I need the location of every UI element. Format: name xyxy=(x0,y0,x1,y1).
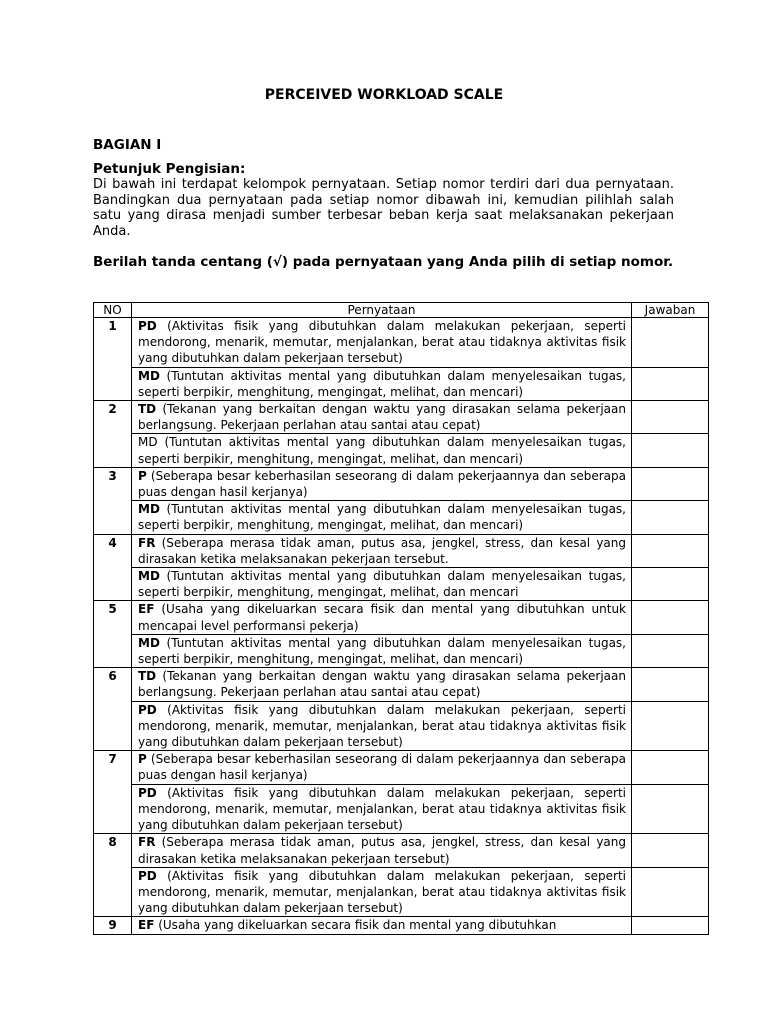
table-row xyxy=(94,401,709,434)
table-row xyxy=(94,568,709,601)
document-title: PERCEIVED WORKLOAD SCALE xyxy=(264,87,504,103)
statement-code: TD xyxy=(138,669,157,684)
row-number: 1 xyxy=(94,318,132,401)
statement-code: FR xyxy=(138,535,156,550)
statement-code: EF xyxy=(138,602,155,617)
statement-text: (Tuntutan aktivitas mental yang dibutuhkan dalam menyelesaikan tugas, seperti berpikir, menghitung, mengingat, melihat, dan mencari) xyxy=(138,368,626,399)
table-row xyxy=(94,634,709,667)
answer-checkbox-cell[interactable] xyxy=(632,568,709,601)
statement-text: (Tuntutan aktivitas mental yang dibutuhkan dalam menyelesaikan tugas, seperti berpikir, menghitung, mengingat, melihat, dan mencari) xyxy=(138,435,626,466)
statement-code: TD xyxy=(138,402,157,417)
statement-text: (Aktivitas fisik yang dibutuhkan dalam melakukan pekerjaan, seperti mendorong, menarik, memutar, menjalankan, berat atau tidaknya aktivitas fisik yang dibutuhkan dalam pekerjaan tersebut) xyxy=(138,868,626,916)
statement-cell xyxy=(132,318,632,368)
row-number: 8 xyxy=(94,834,132,917)
header-answer: Jawaban xyxy=(632,303,709,318)
table-row xyxy=(94,534,709,567)
statement-code: MD xyxy=(138,368,160,383)
statement-text: (Usaha yang dikeluarkan secara fisik dan mental yang dibutuhkan untuk mencapai level performansi pekerja) xyxy=(138,602,626,633)
row-number: 6 xyxy=(94,668,132,751)
header-no: NO xyxy=(94,303,132,318)
statement-code: PD xyxy=(138,785,157,800)
statement-cell xyxy=(132,784,632,834)
instruction-bold-text: Berilah tanda centang (√) pada pernyataan yang Anda pilih di setiap nomor. xyxy=(93,254,674,270)
statement-cell xyxy=(132,834,632,867)
statement-cell xyxy=(132,568,632,601)
header-statement: Pernyataan xyxy=(132,303,632,318)
statement-code: FR xyxy=(138,835,156,850)
statement-cell xyxy=(132,701,632,751)
table-header-row xyxy=(94,303,709,318)
statement-cell xyxy=(132,634,632,667)
answer-checkbox-cell[interactable] xyxy=(632,917,709,934)
row-number: 9 xyxy=(94,917,132,934)
statement-code: P xyxy=(138,752,147,767)
answer-checkbox-cell[interactable] xyxy=(632,634,709,667)
statement-cell xyxy=(132,467,632,500)
statement-text: (Seberapa besar keberhasilan seseorang di dalam pekerjaannya dan seberapa puas dengan hasil kerjanya) xyxy=(138,752,626,783)
answer-checkbox-cell[interactable] xyxy=(632,367,709,400)
statement-text: (Tuntutan aktivitas mental yang dibutuhkan dalam menyelesaikan tugas, seperti berpikir, menghitung, mengingat, melihat, dan mencari) xyxy=(138,635,626,667)
table-row xyxy=(94,784,709,834)
answer-checkbox-cell[interactable] xyxy=(632,467,709,500)
row-number: 5 xyxy=(94,601,132,668)
table-row xyxy=(94,467,709,500)
statement-cell xyxy=(132,867,632,917)
answer-checkbox-cell[interactable] xyxy=(632,784,709,834)
answer-checkbox-cell[interactable] xyxy=(632,401,709,434)
statement-code: MD xyxy=(138,635,160,650)
table-row xyxy=(94,867,709,917)
row-number: 7 xyxy=(94,751,132,834)
table-row xyxy=(94,701,709,751)
workload-table xyxy=(93,302,709,935)
statement-cell xyxy=(132,601,632,634)
statement-cell xyxy=(132,668,632,701)
answer-checkbox-cell[interactable] xyxy=(632,867,709,917)
table-row xyxy=(94,668,709,701)
table-row xyxy=(94,917,709,934)
answer-checkbox-cell[interactable] xyxy=(632,318,709,368)
table-row xyxy=(94,367,709,400)
row-number: 3 xyxy=(94,467,132,534)
statement-code: MD xyxy=(138,435,158,450)
answer-checkbox-cell[interactable] xyxy=(632,534,709,567)
table-row xyxy=(94,434,709,467)
section-heading: BAGIAN I xyxy=(93,137,162,153)
table-row xyxy=(94,751,709,784)
statement-cell xyxy=(132,534,632,567)
instruction-heading: Petunjuk Pengisian: xyxy=(93,161,246,177)
statement-text: (Seberapa merasa tidak aman, putus asa, jengkel, stress, dan kesal yang dirasakan ketika melaksanakan pekerjaan tersebut. xyxy=(138,535,626,566)
statement-text: (Tekanan yang berkaitan dengan waktu yang dirasakan selama pekerjaan berlangsung. Pekerjaan perlahan atau santai atau cepat) xyxy=(138,669,626,700)
table-row xyxy=(94,834,709,867)
statement-text: (Tekanan yang berkaitan dengan waktu yang dirasakan selama pekerjaan berlangsung. Pekerjaan perlahan atau santai atau cepat) xyxy=(138,402,626,433)
statement-text: (Tuntutan aktivitas mental yang dibutuhkan dalam menyelesaikan tugas, seperti berpikir, menghitung, mengingat, melihat, dan mencari xyxy=(138,569,626,600)
instruction-text: Di bawah ini terdapat kelompok pernyataan. Setiap nomor terdiri dari dua pernyataan. Bandingkan dua pernyataan pada setiap nomor dibawah ini, kemudian pilihlah salah satu yang dirasa menjadi sumber terbesar beban kerja saat melaksanakan pekerjaan Anda. xyxy=(93,177,674,239)
answer-checkbox-cell[interactable] xyxy=(632,501,709,534)
statement-text: (Aktivitas fisik yang dibutuhkan dalam melakukan pekerjaan, seperti mendorong, menarik, memutar, menjalankan, berat atau tidaknya aktivitas fisik yang dibutuhkan dalam pekerjaan tersebut) xyxy=(138,702,626,750)
statement-text: (Seberapa besar keberhasilan seseorang di dalam pekerjaannya dan seberapa puas dengan hasil kerjanya) xyxy=(138,468,626,500)
row-number: 4 xyxy=(94,534,132,601)
table-row xyxy=(94,501,709,534)
table-row xyxy=(94,601,709,634)
answer-checkbox-cell[interactable] xyxy=(632,834,709,867)
statement-cell xyxy=(132,501,632,534)
statement-code: MD xyxy=(138,569,160,584)
statement-cell xyxy=(132,917,632,934)
statement-cell xyxy=(132,367,632,400)
table-row xyxy=(94,318,709,368)
statement-text: (Seberapa merasa tidak aman, putus asa, jengkel, stress, dan kesal yang dirasakan ketika melaksanakan pekerjaan tersebut) xyxy=(138,835,626,866)
row-number: 2 xyxy=(94,401,132,468)
statement-code: PD xyxy=(138,868,157,883)
answer-checkbox-cell[interactable] xyxy=(632,601,709,634)
statement-code: P xyxy=(138,468,147,483)
table-body xyxy=(94,318,709,935)
statement-text: (Aktivitas fisik yang dibutuhkan dalam melakukan pekerjaan, seperti mendorong, menarik, memutar, menjalankan, berat atau tidaknya aktivitas fisik yang dibutuhkan dalam pekerjaan tersebut) xyxy=(138,785,626,833)
statement-code: PD xyxy=(138,319,157,333)
statement-text: (Aktivitas fisik yang dibutuhkan dalam melakukan pekerjaan, seperti mendorong, menarik, memutar, menjalankan, berat atau tidaknya aktivitas fisik yang dibutuhkan dalam pekerjaan tersebut) xyxy=(138,319,626,366)
answer-checkbox-cell[interactable] xyxy=(632,751,709,784)
statement-cell xyxy=(132,434,632,467)
answer-checkbox-cell[interactable] xyxy=(632,668,709,701)
statement-text: (Usaha yang dikeluarkan secara fisik dan mental yang dibutuhkan xyxy=(154,918,557,933)
statement-code: PD xyxy=(138,702,157,717)
statement-text: (Tuntutan aktivitas mental yang dibutuhkan dalam menyelesaikan tugas, seperti berpikir, menghitung, mengingat, melihat, dan mencari) xyxy=(138,502,626,533)
statement-code: EF xyxy=(138,918,155,933)
statement-cell xyxy=(132,751,632,784)
statement-code: MD xyxy=(138,502,160,517)
answer-checkbox-cell[interactable] xyxy=(632,434,709,467)
answer-checkbox-cell[interactable] xyxy=(632,701,709,751)
statement-cell xyxy=(132,401,632,434)
